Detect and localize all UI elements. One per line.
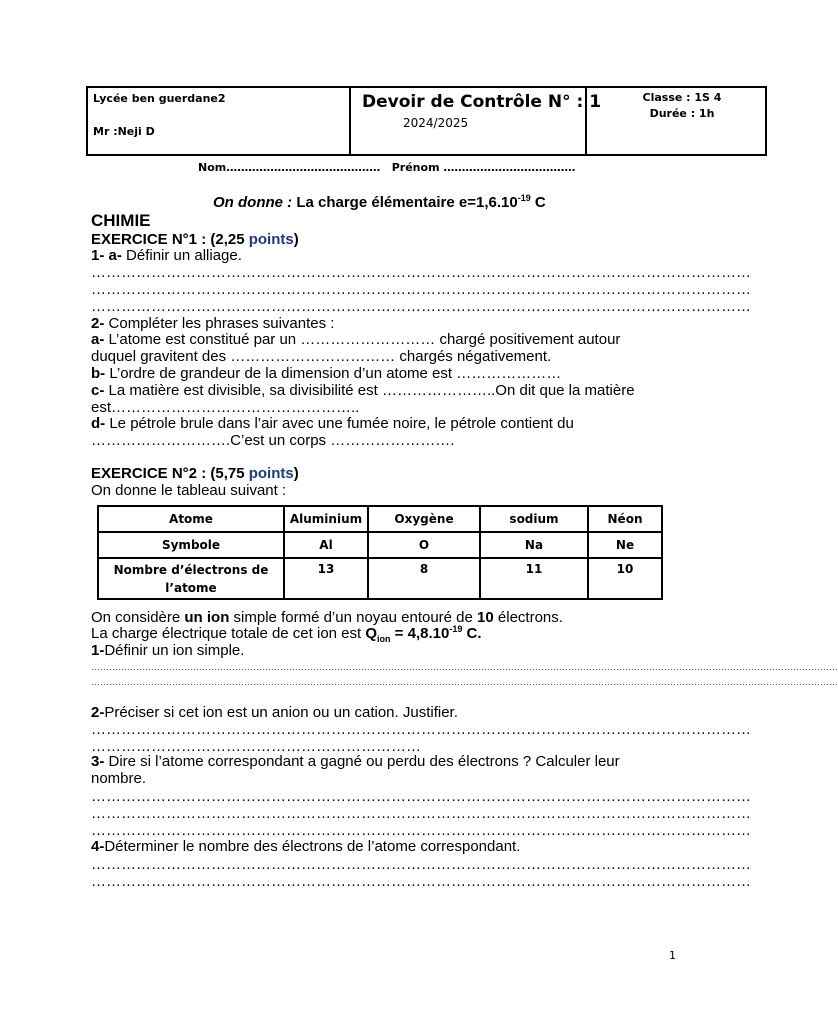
ex2-intro: On donne le tableau suivant :	[91, 482, 287, 499]
table-row	[98, 558, 662, 599]
answer-dots: ……………………………………………………………………………………………………………………	[91, 264, 751, 281]
ion-text-d: 10	[477, 609, 494, 626]
table-cell: 8	[368, 558, 480, 599]
answer-dots: …………………………………………………………	[91, 738, 421, 755]
answer-dots: ……………………………………………………………………………………………………………………………………………………………………………………………………………………………	[91, 662, 838, 672]
section-title: CHIMIE	[91, 211, 151, 230]
charge-text-a: La charge électrique totale de cet ion est	[91, 625, 366, 642]
table-header: Aluminium	[284, 506, 368, 532]
ex2-q3-text1: Dire si l’atome correspondant a gagné ou perdu des électrons ? Calculer leur	[108, 753, 620, 770]
table-cell: 10	[588, 558, 662, 599]
nom-field: Nom……………………………………	[198, 161, 381, 174]
ex1-q1-text: Définir un alliage.	[126, 247, 242, 264]
answer-dots: ……………………………………………………………………………………………………………………	[91, 788, 751, 805]
ex1-q2-text: Compléter les phrases suivantes :	[108, 315, 335, 332]
table-cell: Ne	[588, 532, 662, 558]
ion-text-c: simple formé d’un noyau entouré de	[229, 609, 478, 626]
header-class-cell	[587, 88, 767, 154]
answer-dots: ……………………………………………………………………………………………………………………	[91, 721, 751, 738]
ex1-q1-num: 1- a-	[91, 247, 122, 264]
answer-dots: ……………………………………………………………………………………………………………………	[91, 873, 751, 890]
ion-text-a: On considère	[91, 609, 185, 626]
charge-unit: C.	[462, 625, 482, 642]
exam-title: Devoir de Contrôle N° : 1	[362, 92, 602, 112]
table-cell: 13	[284, 558, 368, 599]
ex2-q4	[91, 838, 520, 855]
page-number: 1	[669, 949, 676, 962]
ex1-title	[91, 231, 299, 248]
table-header: Néon	[588, 506, 662, 532]
ex1-qc-line2: est…………………………………………..	[91, 399, 360, 416]
answer-dots: ……………………………………………………………………………………………………………………	[91, 281, 751, 298]
teacher-name: Mr :Neji D	[93, 125, 155, 138]
ex1-qb	[91, 365, 561, 382]
header-box	[86, 86, 767, 156]
table-cell: O	[368, 532, 480, 558]
ex1-qa-num: a-	[91, 331, 105, 348]
ex1-qc-num: c-	[91, 382, 105, 399]
table-cell: Al	[284, 532, 368, 558]
table-row-label	[98, 558, 284, 599]
table-header: Oxygène	[368, 506, 480, 532]
ex2-title-end: )	[293, 465, 299, 482]
answer-dots: ……………………………………………………………………………………………………………………	[91, 822, 751, 839]
ex2-q3-line1	[91, 753, 620, 770]
charge-value: = 4,8.10	[390, 625, 450, 642]
given-data	[213, 194, 546, 211]
electrons-label-1: Nombre d’électrons de	[113, 562, 269, 577]
ex2-title-text: EXERCICE N°2 : (5,75	[91, 465, 249, 482]
school-name: Lycée ben guerdane2	[93, 92, 226, 105]
answer-dots: ……………………………………………………………………………………………………………………	[91, 298, 751, 315]
ex1-qb-num: b-	[91, 365, 106, 382]
table-header: Atome	[98, 506, 284, 532]
ex1-title-text: EXERCICE N°1 : (2,25	[91, 231, 249, 248]
student-name-line	[198, 161, 575, 174]
ex2-points: points	[248, 465, 294, 482]
table-row	[98, 532, 662, 558]
ex2-q2	[91, 704, 458, 721]
answer-dots: ……………………………………………………………………………………………………………………………………………………………………………………………………………………………	[91, 677, 838, 687]
ex2-q3-num: 3-	[91, 753, 105, 770]
atoms-table	[97, 505, 663, 600]
ex2-q4-num: 4-	[91, 838, 105, 855]
ex1-q2	[91, 315, 334, 332]
ex2-charge-statement	[91, 625, 482, 642]
header-title-cell	[351, 88, 602, 154]
ex2-q3-line2: nombre.	[91, 770, 147, 787]
table-header: sodium	[480, 506, 588, 532]
ex1-q2-num: 2-	[91, 315, 105, 332]
given-unit: C	[534, 194, 546, 211]
ex1-qa-line2: duquel gravitent des …………………………… chargés négativement.	[91, 348, 552, 365]
ex2-q1	[91, 642, 244, 659]
ex1-title-end: )	[293, 231, 299, 248]
ex2-q2-text: Préciser si cet ion est un anion ou un cation. Justifier.	[104, 704, 458, 721]
school-year: 2024/2025	[403, 116, 469, 130]
charge-exp: -19	[449, 624, 463, 634]
ex1-qd-line2: ……………………….C’est un corps …………………….	[91, 432, 455, 449]
ex1-qa-text1: L’atome est constitué par un ……………………… chargé positivement autour	[108, 331, 621, 348]
ex2-q2-num: 2-	[91, 704, 105, 721]
charge-q: Q	[365, 625, 378, 642]
answer-dots: ……………………………………………………………………………………………………………………	[91, 856, 751, 873]
table-row	[98, 506, 662, 532]
ex1-points: points	[248, 231, 294, 248]
ex1-qd-text1: Le pétrole brule dans l’air avec une fumée noire, le pétrole contient du	[109, 415, 574, 432]
given-label: On donne :	[213, 194, 293, 211]
given-text: La charge élémentaire e=1,6.10	[296, 194, 518, 211]
table-cell: Na	[480, 532, 588, 558]
electrons-label-2: l’atome	[165, 580, 217, 595]
ex1-q1	[91, 247, 242, 264]
ex1-qc-line1	[91, 382, 635, 399]
ex2-q4-text: Déterminer le nombre des électrons de l’atome correspondant.	[104, 838, 521, 855]
answer-dots: ……………………………………………………………………………………………………………………	[91, 805, 751, 822]
ex1-qb-text: L’ordre de grandeur de la dimension d’un atome est …………………	[109, 365, 562, 382]
table-cell: 11	[480, 558, 588, 599]
ex2-q1-text: Définir un ion simple.	[104, 642, 245, 659]
ex2-ion-statement	[91, 609, 563, 626]
given-exp: -19	[517, 193, 531, 203]
ion-text-b: un ion	[184, 609, 230, 626]
ex1-qa-line1	[91, 331, 620, 348]
ex1-qd-num: d-	[91, 415, 106, 432]
charge-sub: ion	[377, 634, 391, 644]
class-label: Classe : 1S 4	[642, 91, 722, 104]
ex2-q1-num: 1-	[91, 642, 105, 659]
table-row-label: Symbole	[98, 532, 284, 558]
ex2-title	[91, 465, 299, 482]
duration-label: Durée : 1h	[649, 107, 715, 120]
ion-text-e: électrons.	[493, 609, 563, 626]
prenom-field: Prénom ………………………………	[391, 161, 576, 174]
ex1-qc-text1: La matière est divisible, sa divisibilité est …………………..On dit que la matière	[108, 382, 635, 399]
ex1-qd-line1	[91, 415, 574, 432]
header-school-cell	[88, 88, 351, 154]
